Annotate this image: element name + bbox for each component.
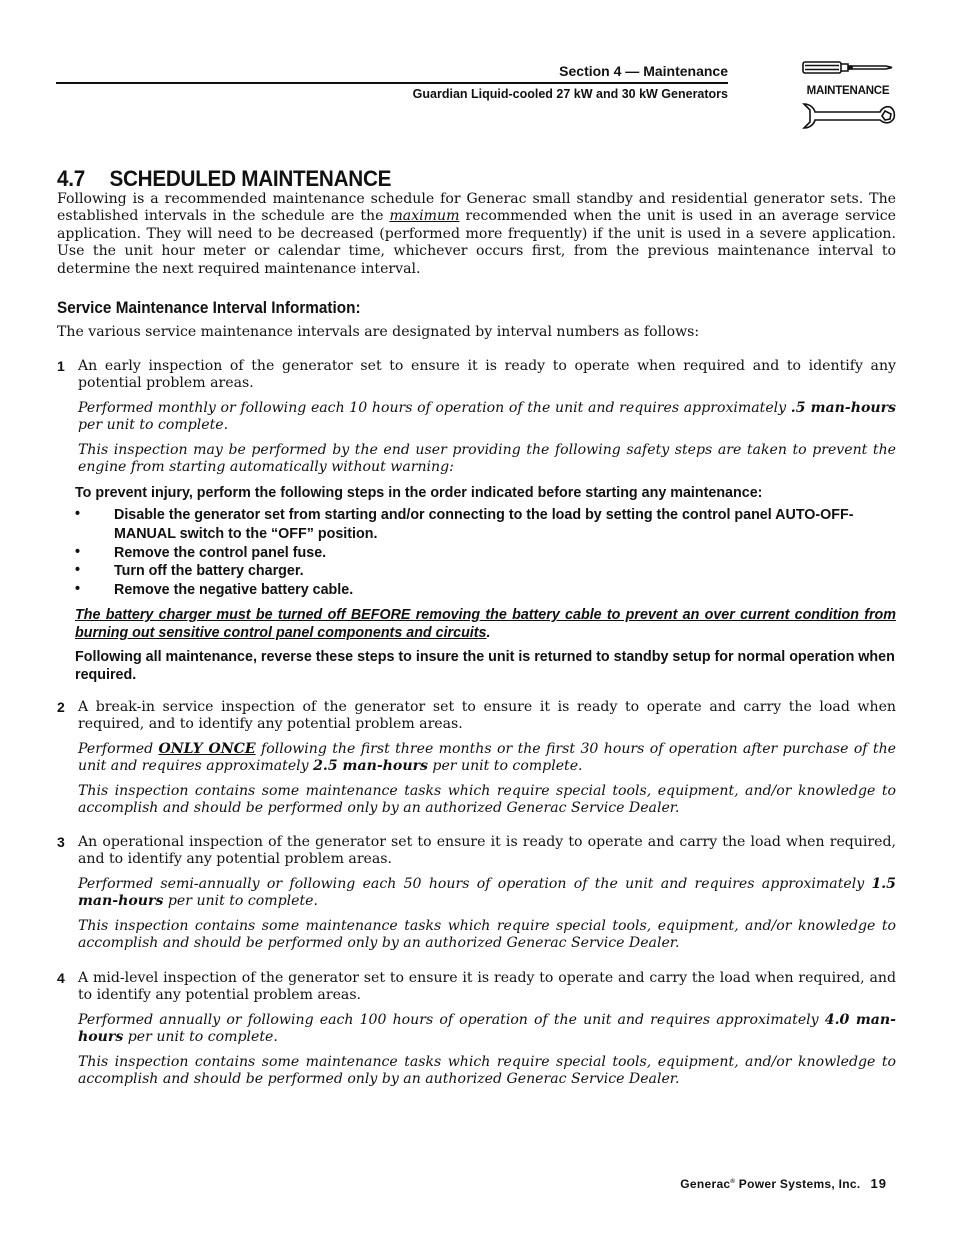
subheading: Service Maintenance Interval Information: [57, 298, 361, 317]
screwdriver-icon [803, 62, 892, 73]
interval-description: An early inspection of the generator set to ensure it is ready to operate when required and to identify any potential problem areas. [78, 358, 896, 392]
interval-number: 4 [57, 970, 65, 986]
perf-text-end: per unit to complete. [427, 758, 583, 775]
interval-description: A break-in service inspection of the generator set to ensure it is ready to operate and carry the load when required, and to identify any potential problem areas. [78, 699, 896, 733]
wrench-icon [804, 104, 894, 128]
intro-emphasis: maximum [389, 208, 460, 225]
perf-text: Performed semi-annually or following each 50 hours of operation of the unit and requires approximately [78, 876, 872, 892]
bullet: • [75, 506, 81, 522]
page-number: 19 [870, 1176, 887, 1191]
footer-company-suffix: Power Systems, Inc. [735, 1177, 861, 1191]
safety-heading: To prevent injury, perform the following steps in the order indicated before starting any maintenance: [75, 485, 763, 501]
interval-performance [78, 741, 896, 776]
only-once-emphasis: ONLY ONCE [158, 741, 256, 757]
perf-text: Performed [78, 741, 159, 757]
perf-text-end: per unit to complete. [163, 893, 318, 910]
header-rule [56, 82, 728, 84]
interval-note: This inspection contains some maintenance tasks which require special tools, equipment, and/or knowledge to accomplish and should be performed only by an authorized Generac Service Dealer. [78, 1054, 896, 1088]
warning-text: The battery charger must be turned off BEFORE removing the battery cable to prevent an over current condition from burning out sensitive control panel components and circuits [75, 607, 896, 641]
bullet-item: Turn off the battery charger. [114, 563, 304, 579]
interval-description: A mid-level inspection of the generator set to ensure it is ready to operate and carry the load when required, and to identify any potential problem areas. [78, 970, 896, 1004]
subintro-paragraph: The various service maintenance intervals are designated by interval numbers as follows: [57, 324, 700, 340]
interval-number: 2 [57, 699, 65, 715]
after-maintenance-note: Following all maintenance, reverse these steps to insure the unit is returned to standby setup for normal operation when required. [75, 649, 895, 683]
man-hours: 4.0 man-hours [78, 1012, 896, 1046]
interval-performance [78, 400, 896, 435]
section-heading: SCHEDULED MAINTENANCE [109, 166, 392, 191]
bullet-item: Disable the generator set from starting and/or connecting to the load by setting the control panel AUTO-OFF-MANUAL switch to the “OFF” position. [114, 507, 854, 542]
perf-text-end: per unit to complete. [123, 1029, 278, 1046]
bullet-item: Remove the control panel fuse. [114, 545, 327, 561]
interval-performance [78, 876, 896, 911]
perf-text-end: per unit to complete. [78, 417, 229, 434]
intro-text-b: recommended when the unit is used in an average service application. They will need to be decreased (performed more frequently) if the unit is used in a severe application. Use the unit hour meter or calendar time, whichever occurs first, from the previous maintenance interval to determine the next required maintenance interval. [57, 208, 897, 277]
warning-note [75, 606, 896, 642]
warning-end: . [486, 625, 491, 641]
interval-note: This inspection may be performed by the end user providing the following safety steps are taken to prevent the engine from starting automatically without warning: [78, 442, 896, 476]
page-footer [680, 1176, 887, 1191]
registered-mark: ® [730, 1179, 736, 1185]
footer-company: Generac [680, 1177, 731, 1191]
interval-note: This inspection contains some maintenance tasks which require special tools, equipment, and/or knowledge to accomplish and should be performed only by an authorized Generac Service Dealer. [78, 918, 896, 952]
man-hours: 2.5 man-hours [313, 758, 428, 775]
man-hours: 1.5 man-hours [78, 876, 896, 910]
header-subtitle: Guardian Liquid-cooled 27 kW and 30 kW Generators [412, 87, 728, 101]
interval-number: 3 [57, 834, 65, 850]
intro-paragraph [57, 191, 896, 278]
perf-text-mid: following the first three months or the first 30 hours of operation after purchase of the unit and requires approximately [78, 741, 896, 775]
perf-text: Performed monthly or following each 10 hours of operation of the unit and requires approximately [78, 400, 791, 416]
page-title [57, 166, 391, 192]
interval-performance [78, 1012, 896, 1047]
bullet: • [75, 562, 81, 578]
bullet: • [75, 544, 81, 560]
interval-description: An operational inspection of the generator set to ensure it is ready to operate and carry the load when required, and to identify any potential problem areas. [78, 834, 896, 868]
bullet-item: Remove the negative battery cable. [114, 582, 354, 598]
man-hours: .5 man-hours [790, 400, 896, 416]
section-number: 4.7 [57, 166, 85, 191]
intro-text-a: Following is a recommended maintenance schedule for Generac small standby and residential generator sets. The established intervals in the schedule are the [57, 191, 896, 225]
maintenance-badge-label: MAINTENANCE [806, 85, 890, 97]
interval-note: This inspection contains some maintenance tasks which require special tools, equipment, and/or knowledge to accomplish and should be performed only by an authorized Generac Service Dealer. [78, 783, 896, 817]
perf-text: Performed annually or following each 100 hours of operation of the unit and requires approximately [78, 1012, 825, 1028]
interval-number: 1 [57, 358, 65, 374]
header-section-title: Section 4 — Maintenance [559, 63, 728, 79]
bullet: • [75, 581, 81, 597]
